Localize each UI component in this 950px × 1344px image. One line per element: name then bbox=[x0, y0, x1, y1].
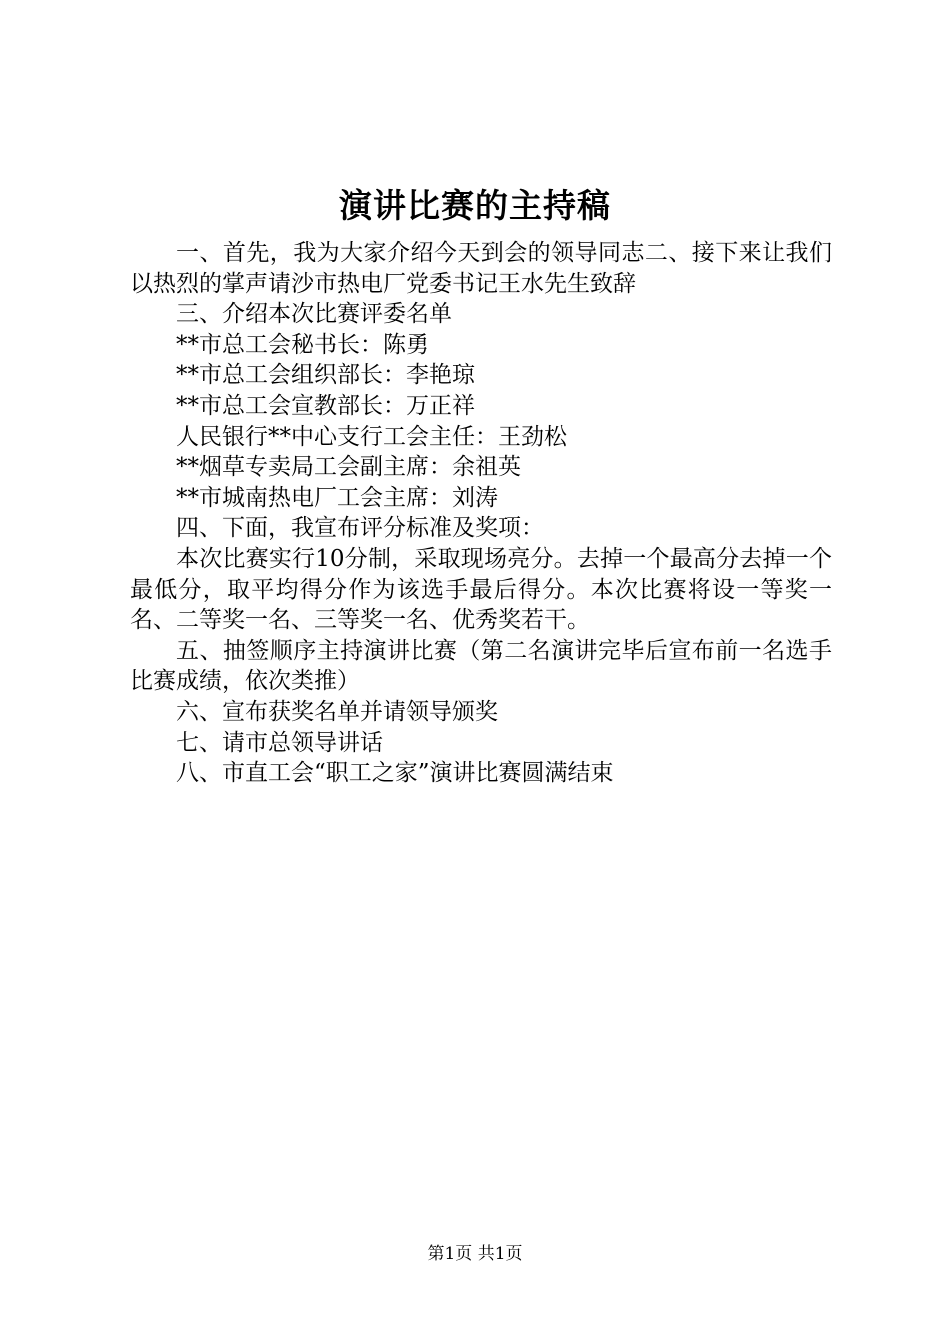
judge-item: 人民银行**中心支行工会主任：王劲松 bbox=[176, 423, 567, 450]
paragraph-judges-intro: 三、介绍本次比赛评委名单 bbox=[176, 301, 452, 328]
judge-item: **市总工会秘书长：陈勇 bbox=[176, 331, 429, 358]
paragraph-scoring-rules: 本次比赛实行10分制，采取现场亮分。去掉一个最高分去掉一个最低分，取平均得分作为该选手最后得分。本次比赛将设一等奖一名、二等奖一名、三等奖一名、优秀奖若干。 bbox=[130, 545, 832, 634]
paragraph-closing: 八、市直工会“职工之家”演讲比赛圆满结束 bbox=[176, 760, 614, 787]
paragraph-awards: 六、宣布获奖名单并请领导颁奖 bbox=[176, 698, 498, 725]
document-title: 演讲比赛的主持稿 bbox=[339, 186, 611, 225]
judge-item: **市总工会宣教部长：万正祥 bbox=[176, 392, 475, 419]
judge-item: **市总工会组织部长：李艳琼 bbox=[176, 362, 475, 389]
document-body bbox=[130, 238, 832, 789]
paragraph-draw-order: 五、抽签顺序主持演讲比赛（第二名演讲完毕后宣布前一名选手比赛成绩，依次类推） bbox=[130, 637, 832, 695]
judge-item: **市城南热电厂工会主席：刘涛 bbox=[176, 484, 498, 511]
paragraph-opening: 一、首先，我为大家介绍今天到会的领导同志二、接下来让我们以热烈的掌声请沙市热电厂党委书记王水先生致辞 bbox=[130, 240, 832, 297]
paragraph-leader-speech: 七、请市总领导讲话 bbox=[176, 729, 383, 756]
judge-item: **烟草专卖局工会副主席：余祖英 bbox=[176, 454, 521, 481]
paragraph-scoring-heading: 四、下面，我宣布评分标准及奖项： bbox=[176, 515, 544, 542]
page-footer: 第1页 共1页 bbox=[427, 1244, 523, 1264]
